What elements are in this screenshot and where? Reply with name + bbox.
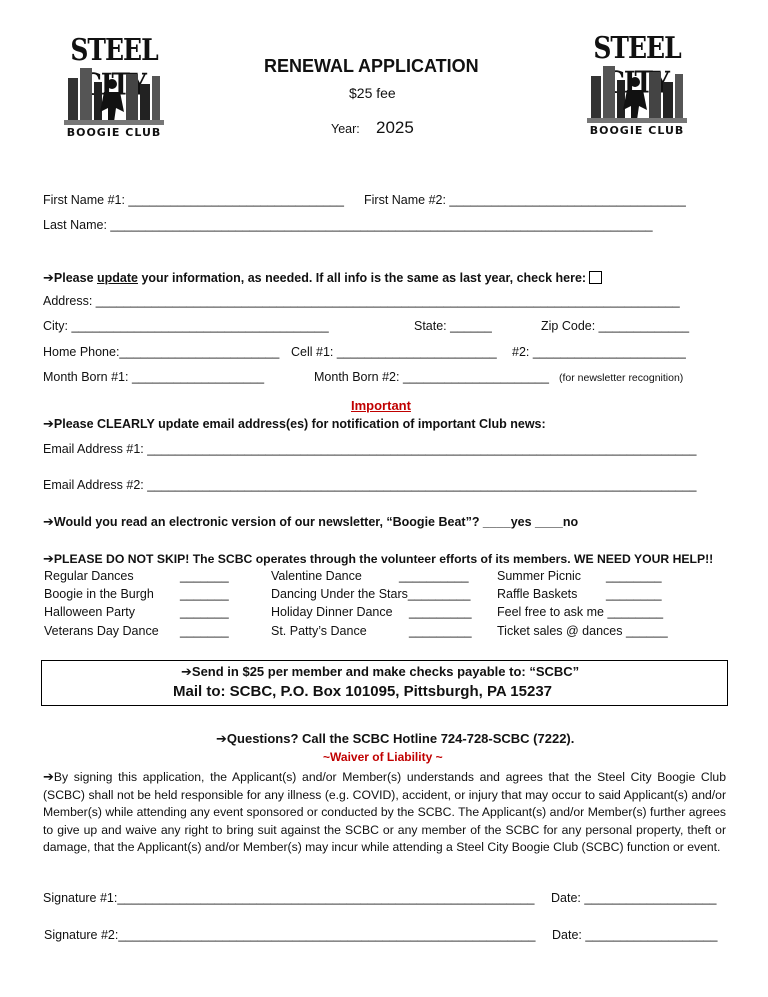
month-born-2-field[interactable]: Month Born #2: _____________________ xyxy=(314,370,549,384)
date-2-field[interactable]: Date: ___________________ xyxy=(552,928,718,942)
volunteer-line[interactable]: __________ xyxy=(399,569,469,583)
signature-1-field[interactable]: Signature #1:____________________________________________________________ xyxy=(43,891,535,905)
state-field[interactable]: State: ______ xyxy=(414,319,492,333)
arrow-right-icon: ➔ xyxy=(43,769,54,784)
volunteer-item: Veterans Day Dance xyxy=(44,624,159,638)
volunteer-item: Boogie in the Burgh xyxy=(44,587,154,601)
mailing-address: Mail to: SCBC, P.O. Box 101095, Pittsburgh, PA 15237 xyxy=(173,683,553,700)
home-phone-field[interactable]: Home Phone:_______________________ xyxy=(43,345,280,359)
volunteer-line[interactable]: _______ xyxy=(180,624,229,638)
volunteer-item: Raffle Baskets xyxy=(497,587,578,601)
volunteer-line[interactable]: ________ xyxy=(606,587,662,601)
logo-left xyxy=(50,32,178,146)
email-1-field[interactable]: Email Address #1: _______________________________________________________________________________ xyxy=(43,442,697,456)
email-instruction: ➔Please CLEARLY update email address(es) for notification of important Club news: xyxy=(43,416,546,431)
cell-1-field[interactable]: Cell #1: _______________________ xyxy=(291,345,497,359)
arrow-right-icon: ➔ xyxy=(43,551,54,566)
date-1-field[interactable]: Date: ___________________ xyxy=(551,891,717,905)
page-title: RENEWAL APPLICATION xyxy=(264,56,479,76)
logo-right xyxy=(573,30,701,144)
volunteer-item: Valentine Dance xyxy=(271,569,362,583)
volunteer-item: St. Patty’s Dance xyxy=(271,624,367,638)
first-name-1-field[interactable]: First Name #1: _______________________________ xyxy=(43,193,344,207)
volunteer-item: Holiday Dinner Dance xyxy=(271,605,393,619)
arrow-right-icon: ➔ xyxy=(181,664,192,679)
city-field[interactable]: City: _____________________________________ xyxy=(43,319,329,333)
volunteer-line[interactable]: _______ xyxy=(180,569,229,583)
waiver-title: ~Waiver of Liability ~ xyxy=(323,750,443,764)
volunteer-item[interactable]: Ticket sales @ dances ______ xyxy=(497,624,668,638)
mail-info-box xyxy=(41,660,728,706)
volunteer-item[interactable]: Feel free to ask me ________ xyxy=(497,605,664,619)
volunteer-line[interactable]: _______ xyxy=(180,587,229,601)
volunteer-item[interactable]: Dancing Under the Stars_________ xyxy=(271,587,471,601)
newsletter-question[interactable]: ➔Would you read an electronic version of our newsletter, “Boogie Beat”? ____yes ____no xyxy=(43,514,579,529)
newsletter-recognition-note: (for newsletter recognition) xyxy=(559,372,684,384)
volunteer-item: Halloween Party xyxy=(44,605,136,619)
volunteer-item: Regular Dances xyxy=(44,569,134,583)
hotline-text: ➔Questions? Call the SCBC Hotline 724-728-SCBC (7222). xyxy=(216,731,575,746)
email-2-field[interactable]: Email Address #2: _______________________________________________________________________________ xyxy=(43,478,697,492)
last-name-field[interactable]: Last Name: ______________________________________________________________________________ xyxy=(43,218,653,232)
city-skyline-icon xyxy=(64,68,164,126)
logo-subtitle: BOOGIE CLUB xyxy=(589,124,685,137)
logo-title: STEEL xyxy=(70,32,158,67)
volunteer-line[interactable]: ________ xyxy=(606,569,662,583)
year-value: 2025 xyxy=(376,118,414,137)
volunteer-heading: ➔PLEASE DO NOT SKIP! The SCBC operates through the volunteer efforts of its members. WE NEED YOUR HELP!! xyxy=(43,551,714,566)
year-label: Year: xyxy=(331,122,360,136)
first-name-2-field[interactable]: First Name #2: __________________________________ xyxy=(364,193,686,207)
payment-instruction: ➔Send in $25 per member and make checks payable to: “SCBC” xyxy=(181,664,580,679)
volunteer-line[interactable]: _______ xyxy=(180,605,229,619)
logo-subtitle: BOOGIE CLUB xyxy=(66,126,162,139)
address-field[interactable]: Address: ____________________________________________________________________________________ xyxy=(43,294,680,308)
volunteer-line[interactable]: _________ xyxy=(409,624,472,638)
important-heading: Important xyxy=(351,398,411,413)
same-info-checkbox[interactable] xyxy=(589,271,602,284)
fee-text: $25 fee xyxy=(349,85,396,101)
arrow-right-icon: ➔ xyxy=(216,731,227,746)
waiver-text: ➔By signing this application, the Applicant(s) and/or Member(s) understands and agrees that the Steel City Boogie Club (SCBC) shall not be held responsible for any illness (e.g. COVID), accident, or injury that may occur to said Applicant(s) and/or Member(s) while attending any event sponsored or conducted by the SCBC. The Applicant(s) and/or Member(s) further agrees to give up and waive any right to bring suit against the SCBC or any member of the SCBC for any personal property, theft or damage, that the Applicant(s) and/or Member(s) may incur while attending a Steel City Boogie Club (SCBC) function or event. xyxy=(43,769,726,854)
update-instruction: ➔Please update your information, as needed. If all info is the same as last year, check here: xyxy=(43,270,602,286)
logo-title: STEEL xyxy=(593,30,681,65)
city-skyline-icon xyxy=(587,66,687,124)
arrow-right-icon: ➔ xyxy=(43,270,54,285)
arrow-right-icon: ➔ xyxy=(43,416,54,431)
volunteer-line[interactable]: _________ xyxy=(409,605,472,619)
volunteer-item: Summer Picnic xyxy=(497,569,582,583)
zip-field[interactable]: Zip Code: _____________ xyxy=(541,319,690,333)
month-born-1-field[interactable]: Month Born #1: ___________________ xyxy=(43,370,265,384)
arrow-right-icon: ➔ xyxy=(43,514,54,529)
signature-2-field[interactable]: Signature #2:____________________________________________________________ xyxy=(44,928,536,942)
cell-2-field[interactable]: #2: ______________________ xyxy=(512,345,686,359)
